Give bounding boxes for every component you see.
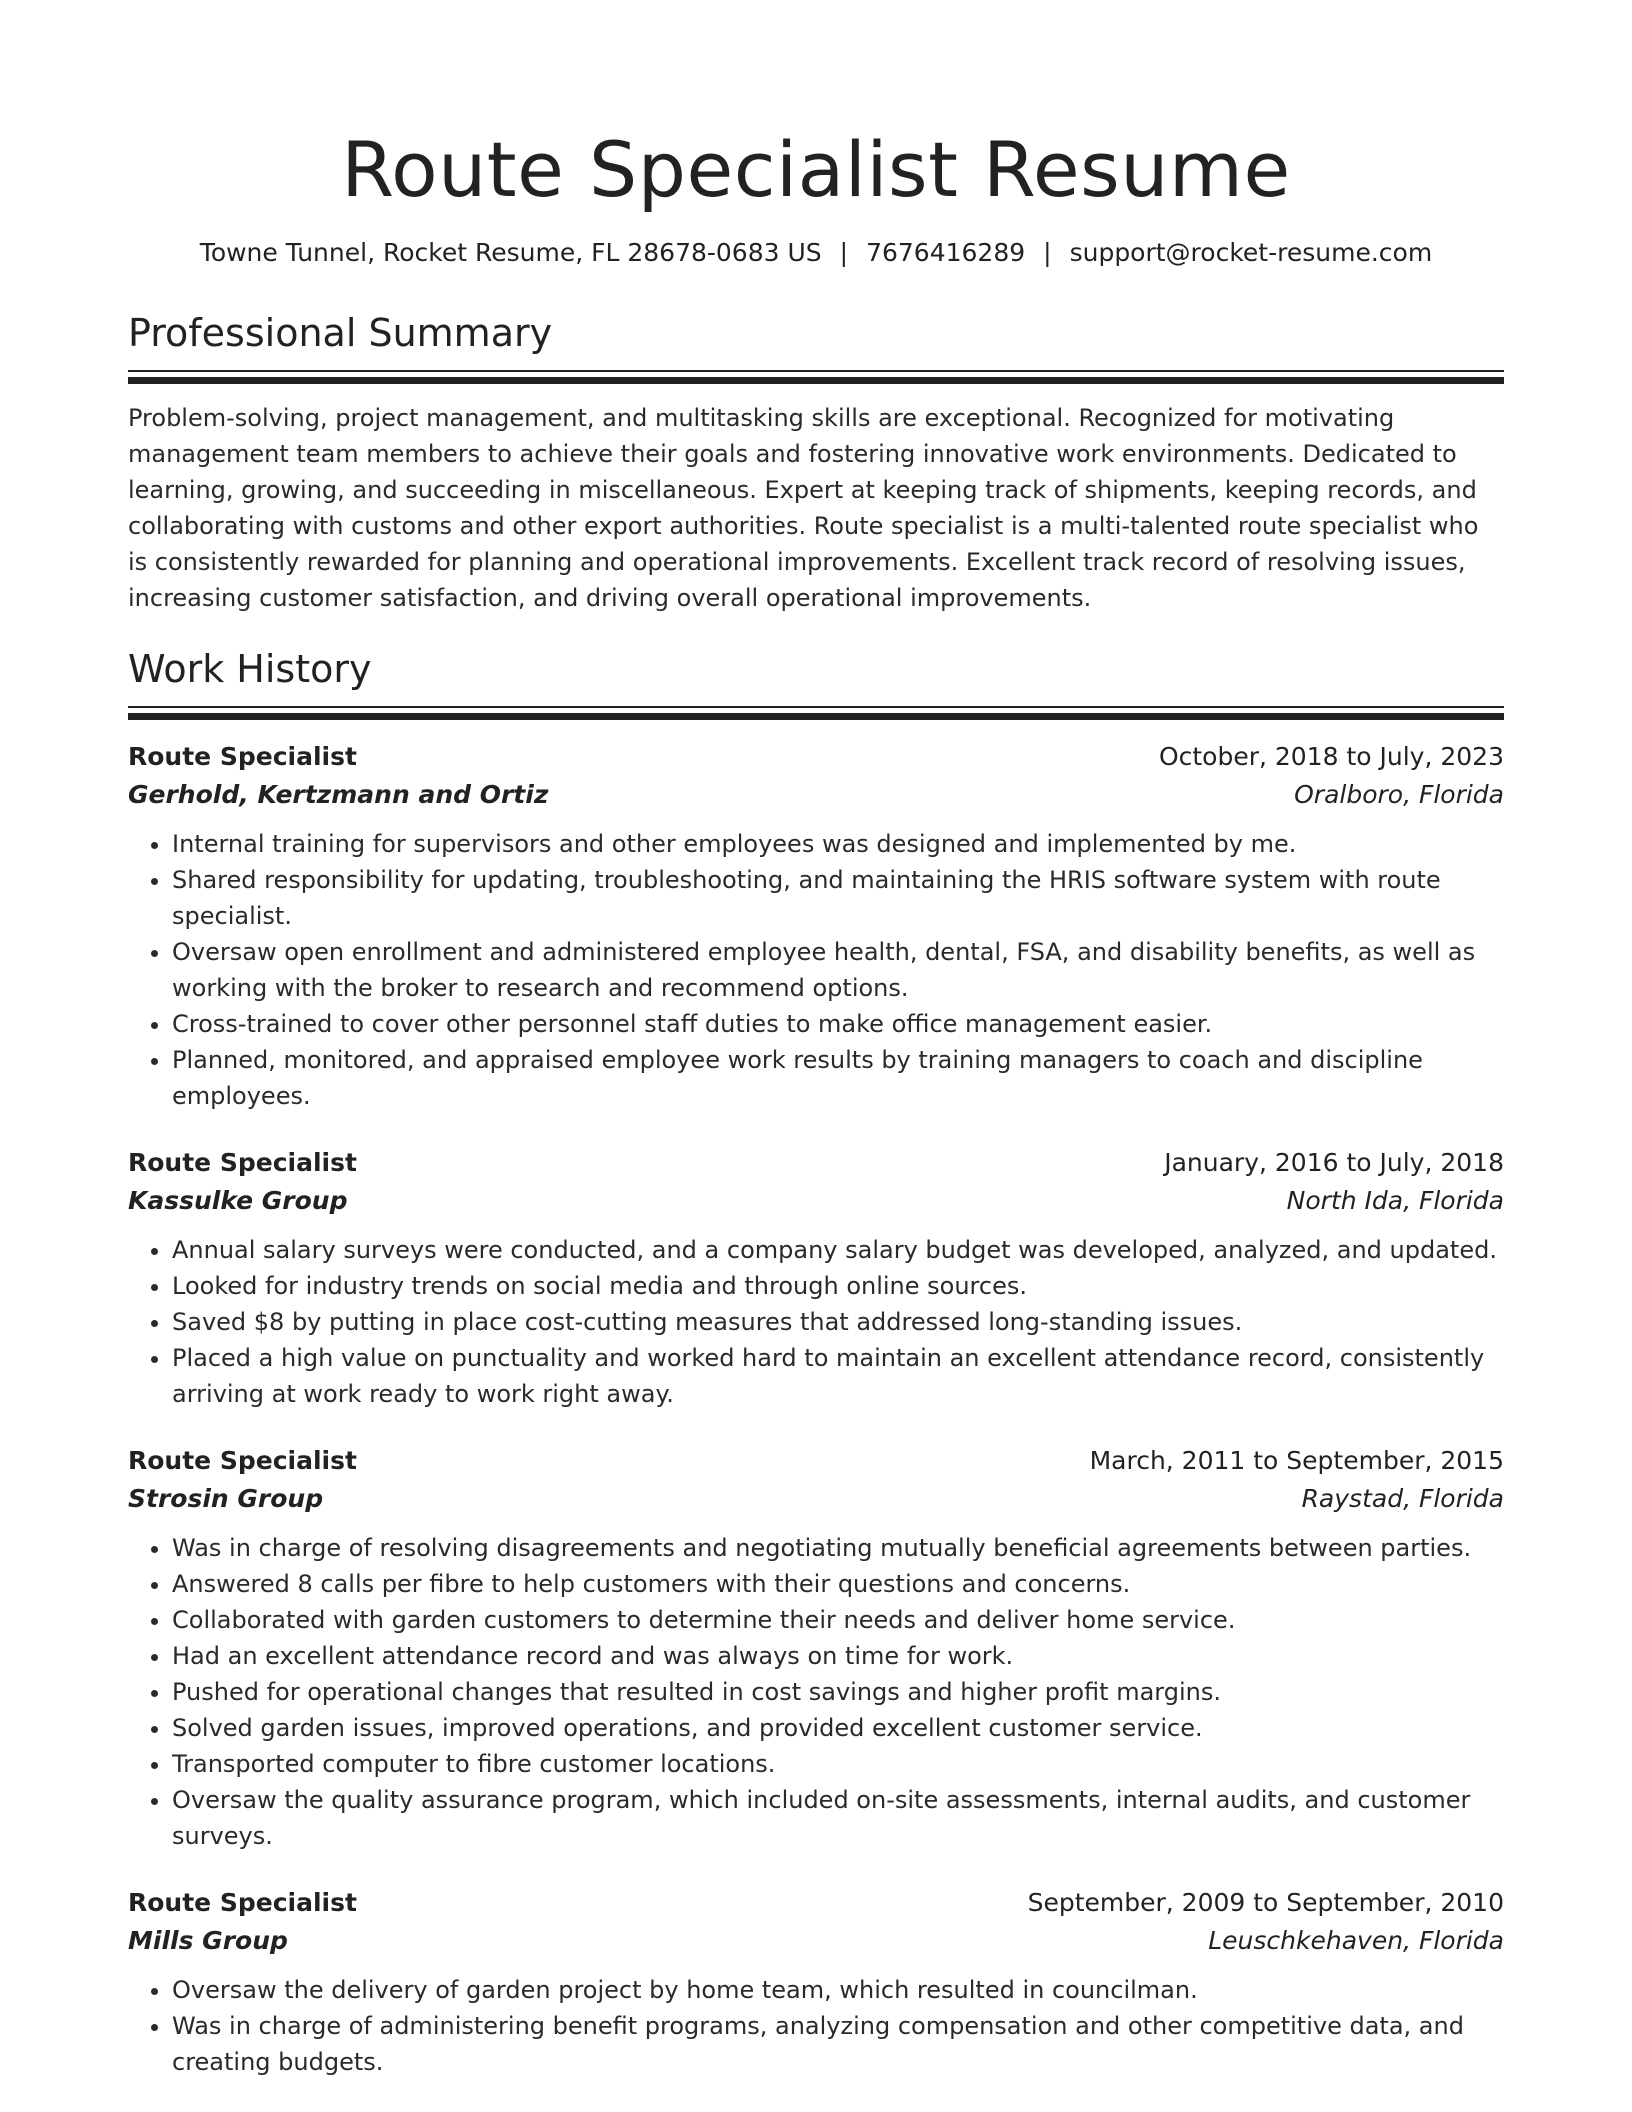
job-entry xyxy=(128,1144,1504,1412)
contact-line xyxy=(128,236,1504,270)
contact-separator: | xyxy=(1043,238,1052,267)
job-location: Raystad, Florida xyxy=(1301,1484,1504,1513)
job-company-row xyxy=(128,1922,1504,1960)
section-divider-thick xyxy=(128,377,1504,384)
job-bullet: • Was in charge of resolving disagreements and negotiating mutually beneficial agreements between parties. xyxy=(172,1530,1504,1566)
job-location: Leuschkehaven, Florida xyxy=(1208,1926,1504,1955)
job-bullet: • Annual salary surveys were conducted, and a company salary budget was developed, analyzed, and updated. xyxy=(172,1232,1504,1268)
job-header-row xyxy=(128,738,1504,776)
section-heading-work-history: Work History xyxy=(128,647,372,691)
job-bullet-list xyxy=(128,1232,1504,1412)
section-divider-thin xyxy=(128,370,1504,372)
job-entry xyxy=(128,738,1504,1114)
section-divider-thin xyxy=(128,706,1504,708)
job-bullet: • Oversaw the quality assurance program, which included on-site assessments, internal audits, and customer surveys. xyxy=(172,1782,1504,1854)
job-bullet: • Was in charge of administering benefit programs, analyzing compensation and other competitive data, and creating budgets. xyxy=(172,2008,1504,2080)
job-bullet: • Saved $8 by putting in place cost-cutting measures that addressed long-standing issues. xyxy=(172,1304,1504,1340)
job-dates: January, 2016 to July, 2018 xyxy=(1164,1148,1504,1177)
job-dates: October, 2018 to July, 2023 xyxy=(1158,742,1504,771)
job-title: Route Specialist xyxy=(128,742,357,771)
job-dates: March, 2011 to September, 2015 xyxy=(1089,1446,1504,1475)
job-entry xyxy=(128,1442,1504,1854)
job-company-row xyxy=(128,1480,1504,1518)
job-bullet: • Oversaw the delivery of garden project by home team, which resulted in councilman. xyxy=(172,1972,1504,2008)
job-title: Route Specialist xyxy=(128,1148,357,1177)
job-bullet: • Placed a high value on punctuality and worked hard to maintain an excellent attendance record, consistently arriving at work ready to work right away. xyxy=(172,1340,1504,1412)
job-company: Gerhold, Kertzmann and Ortiz xyxy=(128,780,549,809)
job-bullet: • Looked for industry trends on social media and through online sources. xyxy=(172,1268,1504,1304)
contact-email: support@rocket-resume.com xyxy=(1069,238,1433,267)
job-header-row xyxy=(128,1442,1504,1480)
job-company: Mills Group xyxy=(128,1926,288,1955)
section-heading-summary: Professional Summary xyxy=(128,311,553,355)
job-company: Strosin Group xyxy=(128,1484,324,1513)
resume-title: Route Specialist Resume xyxy=(341,125,1291,214)
section-divider-thick xyxy=(128,713,1504,720)
job-bullet: • Transported computer to fibre customer locations. xyxy=(172,1746,1504,1782)
job-bullet: • Internal training for supervisors and other employees was designed and implemented by me. xyxy=(172,826,1504,862)
contact-address: Towne Tunnel, Rocket Resume, FL 28678-0683 US xyxy=(199,238,822,267)
job-bullet: • Solved garden issues, improved operations, and provided excellent customer service. xyxy=(172,1710,1504,1746)
contact-separator: | xyxy=(839,238,849,267)
resume-page xyxy=(128,0,1504,2080)
work-history-section xyxy=(128,644,1504,2080)
job-bullet: • Cross-trained to cover other personnel staff duties to make office management easier. xyxy=(172,1006,1504,1042)
job-company-row xyxy=(128,776,1504,814)
job-location: Oralboro, Florida xyxy=(1294,780,1504,809)
job-entry xyxy=(128,1884,1504,2080)
job-bullet-list xyxy=(128,1972,1504,2080)
job-company-row xyxy=(128,1182,1504,1220)
job-bullet-list xyxy=(128,826,1504,1114)
job-bullet-list xyxy=(128,1530,1504,1854)
job-title: Route Specialist xyxy=(128,1888,357,1917)
job-bullet: • Had an excellent attendance record and was always on time for work. xyxy=(172,1638,1504,1674)
job-location: North Ida, Florida xyxy=(1286,1186,1504,1215)
job-bullet: • Oversaw open enrollment and administered employee health, dental, FSA, and disability benefits, as well as working with the broker to research and recommend options. xyxy=(172,934,1504,1006)
contact-phone: 7676416289 xyxy=(866,238,1026,267)
job-bullet: • Collaborated with garden customers to determine their needs and deliver home service. xyxy=(172,1602,1504,1638)
job-bullet: • Planned, monitored, and appraised employee work results by training managers to coach and discipline employees. xyxy=(172,1042,1504,1114)
job-company: Kassulke Group xyxy=(128,1186,348,1215)
job-header-row xyxy=(128,1144,1504,1182)
job-bullet: • Answered 8 calls per fibre to help customers with their questions and concerns. xyxy=(172,1566,1504,1602)
professional-summary-section xyxy=(128,308,1504,616)
job-bullet: • Shared responsibility for updating, troubleshooting, and maintaining the HRIS software system with route specialist. xyxy=(172,862,1504,934)
job-bullet: • Pushed for operational changes that resulted in cost savings and higher profit margins. xyxy=(172,1674,1504,1710)
job-title: Route Specialist xyxy=(128,1446,357,1475)
job-dates: September, 2009 to September, 2010 xyxy=(1027,1888,1504,1917)
summary-text: Problem-solving, project management, and multitasking skills are exceptional. Recognized for motivating management team members to achieve their goals and fostering innovative work environments. Dedicated to learning, growing, and succeeding in miscellaneous. Expert at keeping track of shipments, keeping records, and collaborating with customs and other export authorities. Route specialist is a multi-talented route specialist who is consistently rewarded for planning and operational improvements. Excellent track record of resolving issues, increasing customer satisfaction, and driving overall operational improvements. xyxy=(128,404,1479,612)
job-header-row xyxy=(128,1884,1504,1922)
